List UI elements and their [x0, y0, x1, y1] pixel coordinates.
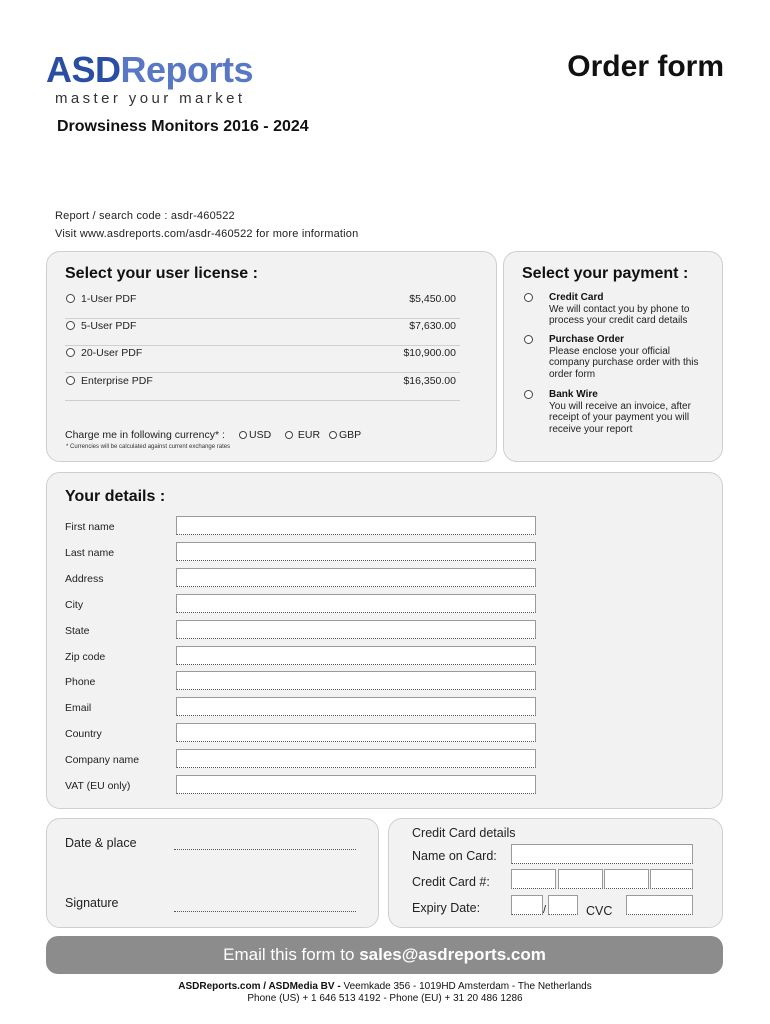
last-name-field[interactable] — [176, 542, 536, 561]
payment-desc: We will contact you by phone to process your credit card details — [549, 303, 690, 326]
license-option-20user[interactable] — [65, 346, 460, 373]
currency-note: * Currencies will be calculated against current exchange rates — [66, 444, 231, 450]
footer-address — [0, 981, 770, 992]
signature-line[interactable] — [174, 911, 356, 912]
first-name-field[interactable] — [176, 516, 536, 535]
credit-card-heading: Credit Card details — [412, 826, 516, 840]
state-label: State — [65, 625, 90, 637]
email-field[interactable] — [176, 697, 536, 716]
payment-title: Purchase Order — [549, 334, 625, 345]
name-on-card-label: Name on Card: — [412, 849, 497, 863]
radio-icon[interactable] — [66, 348, 75, 357]
payment-option-bank-wire[interactable] — [520, 389, 705, 439]
card-number-field-1[interactable] — [511, 869, 556, 889]
card-number-field-2[interactable] — [558, 869, 603, 889]
email-prefix: Email this form to — [223, 945, 360, 964]
license-name: 5-User PDF — [81, 320, 137, 332]
footer-company: ASDReports.com / ASDMedia BV - — [178, 981, 341, 992]
license-heading: Select your user license : — [65, 265, 258, 282]
address-label: Address — [65, 573, 104, 585]
license-price: $10,900.00 — [403, 347, 456, 359]
card-number-label: Credit Card #: — [412, 875, 490, 889]
expiry-separator: / — [543, 904, 547, 916]
license-price: $7,630.00 — [409, 320, 456, 332]
radio-icon[interactable] — [329, 431, 337, 439]
signature-label: Signature — [65, 896, 119, 910]
license-price: $16,350.00 — [403, 375, 456, 387]
state-field[interactable] — [176, 620, 536, 639]
currency-gbp[interactable] — [329, 429, 361, 441]
email-label: Email — [65, 702, 92, 714]
license-option-enterprise[interactable] — [65, 374, 460, 401]
payment-option-purchase-order[interactable] — [520, 334, 705, 384]
form-title: Order form — [567, 50, 724, 83]
payment-option-credit-card[interactable] — [520, 292, 705, 332]
currency-usd-label: USD — [249, 429, 272, 441]
license-name: 1-User PDF — [81, 293, 137, 305]
cvc-field[interactable] — [626, 895, 693, 915]
company-name-field[interactable] — [176, 749, 536, 768]
expiry-year-field[interactable] — [548, 895, 578, 915]
asdreports-logo — [46, 50, 253, 90]
license-option-5user[interactable] — [65, 319, 460, 346]
cvc-label: CVC — [586, 904, 613, 918]
payment-heading: Select your payment : — [522, 265, 689, 282]
expiry-date-label: Expiry Date: — [412, 901, 481, 915]
phone-field[interactable] — [176, 671, 536, 690]
radio-icon[interactable] — [524, 293, 533, 302]
payment-title: Bank Wire — [549, 389, 598, 400]
radio-icon[interactable] — [66, 376, 75, 385]
vat-label: VAT (EU only) — [65, 780, 131, 792]
zip-code-label: Zip code — [65, 651, 106, 663]
email-address-link[interactable]: sales@asdreports.com — [359, 945, 546, 964]
logo-asd: ASD — [46, 49, 121, 90]
logo-reports: Reports — [120, 49, 254, 90]
license-name: 20-User PDF — [81, 347, 143, 359]
currency-usd[interactable] — [239, 429, 271, 441]
card-number-field-3[interactable] — [604, 869, 649, 889]
email-form-banner — [46, 936, 723, 974]
radio-icon[interactable] — [66, 321, 75, 330]
radio-icon[interactable] — [524, 335, 533, 344]
radio-icon[interactable] — [239, 431, 247, 439]
logo-tagline: master your market — [55, 90, 246, 107]
details-heading: Your details : — [65, 488, 166, 505]
license-option-1user[interactable] — [65, 292, 460, 319]
city-field[interactable] — [176, 594, 536, 613]
expiry-month-field[interactable] — [511, 895, 543, 915]
footer-address-text: Veemkade 356 - 1019HD Amsterdam - The Netherlands — [340, 981, 592, 992]
vat-field[interactable] — [176, 775, 536, 794]
currency-gbp-label: GBP — [339, 429, 362, 441]
date-place-label: Date & place — [65, 836, 137, 850]
payment-desc: Please enclose your official company purchase order with this order form — [549, 345, 699, 380]
zip-code-field[interactable] — [176, 646, 536, 665]
name-on-card-field[interactable] — [511, 844, 693, 864]
license-price: $5,450.00 — [409, 293, 456, 305]
country-label: Country — [65, 728, 102, 740]
card-number-field-4[interactable] — [650, 869, 693, 889]
phone-label: Phone — [65, 676, 96, 688]
radio-icon[interactable] — [66, 294, 75, 303]
country-field[interactable] — [176, 723, 536, 742]
currency-eur[interactable] — [285, 429, 320, 441]
company-name-label: Company name — [65, 754, 140, 766]
license-name: Enterprise PDF — [81, 375, 153, 387]
radio-icon[interactable] — [285, 431, 293, 439]
city-label: City — [65, 599, 84, 611]
visit-link-text: Visit www.asdreports.com/asdr-460522 for more information — [55, 228, 359, 240]
payment-desc: You will receive an invoice, after receipt of your payment you will receive your report — [549, 400, 691, 435]
payment-title: Credit Card — [549, 292, 604, 303]
report-title: Drowsiness Monitors 2016 - 2024 — [57, 118, 309, 135]
currency-selector — [65, 429, 362, 441]
report-code: Report / search code : asdr-460522 — [55, 210, 235, 222]
currency-label: Charge me in following currency* : — [65, 429, 225, 441]
last-name-label: Last name — [65, 547, 115, 559]
footer-phones: Phone (US) + 1 646 513 4192 - Phone (EU) + 31 20 486 1286 — [247, 993, 523, 1004]
address-field[interactable] — [176, 568, 536, 587]
date-place-line[interactable] — [174, 849, 356, 850]
radio-icon[interactable] — [524, 390, 533, 399]
currency-eur-label: EUR — [297, 429, 321, 441]
first-name-label: First name — [65, 521, 115, 533]
